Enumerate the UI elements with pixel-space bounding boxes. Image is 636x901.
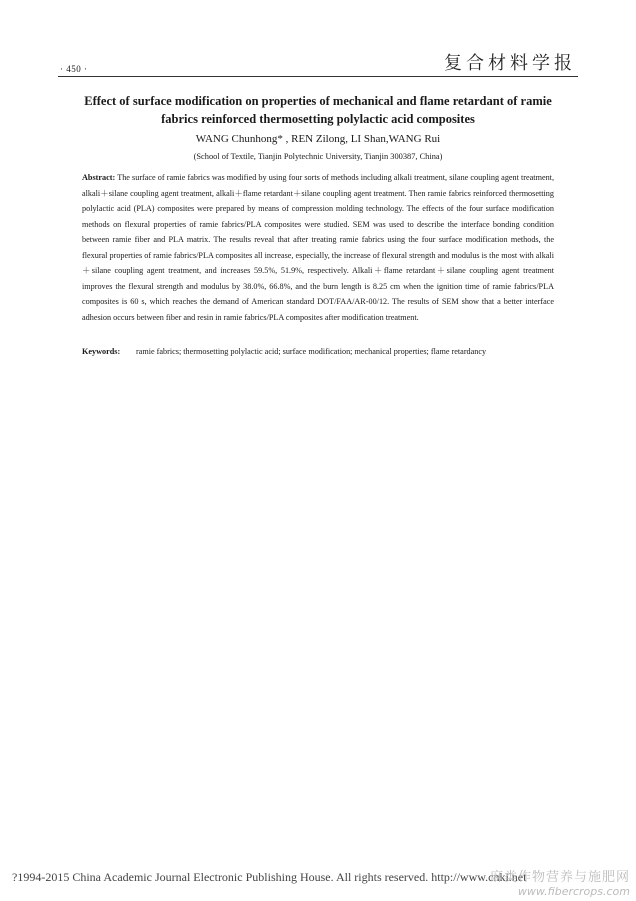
keywords-label: Keywords: [82, 347, 121, 356]
affiliation: (School of Textile, Tianjin Polytechnic University, Tianjin 300387, China) [193, 152, 443, 161]
abstract [82, 170, 554, 325]
article-title: Effect of surface modification on properties of mechanical and flame retardant of ramie fabrics reinforced thermosetting polylactic acid composites [84, 94, 552, 126]
abstract-label: Abstract: [82, 173, 116, 182]
journal-title: 复合材料学报 [444, 53, 576, 74]
authors: WANG Chunhong* , REN Zilong, LI Shan,WANG Rui [195, 133, 441, 145]
watermark-url: www.fibercrops.com [517, 885, 630, 898]
watermark [490, 866, 630, 898]
keywords-text: ramie fabrics; thermosetting polylactic acid; surface modification; mechanical properties; flame retardancy [136, 347, 487, 356]
footer-copyright: ?1994-2015 China Academic Journal Electronic Publishing House. All rights reserved. http://www.cnki.net [12, 870, 527, 884]
page-number: · 450 · [60, 64, 88, 74]
keywords [82, 344, 554, 360]
watermark-cn: 麻类作物营养与施肥网 [489, 870, 630, 885]
abstract-text: The surface of ramie fabrics was modified by using four sorts of methods including alkali treatment, silane coupling agent treatment, alkali＋silane coupling agent treatment, alkali＋flame retardant＋silane coupling agent treatment. Then ramie fabrics reinforced thermosetting polylactic acid (PLA) composites were prepared by means of compression molding technology. The effects of the four surface modification methods on flexural properties of ramie fabrics/PLA composites were studied. SEM was used to describe the interface bonding condition between ramie fiber and PLA matrix. The results reveal that after treating ramie fabrics using the four surface modification methods, the flexural properties of ramie fabrics/PLA composites all increase, especially, the increase of flexural strength and modulus is the most with alkali＋silane coupling agent treatment, and increases 59.5%, 51.9%, respectively. Alkali＋flame retardant＋silane coupling agent treatment improves the flexural strength and modulus by 38.0%, 66.8%, and the burn length is 8.25 cm when the ignition time of ramie fabrics/PLA composites is 60 s, which reaches the demand of American standard DOT/FAA/AR-00/12. The results of SEM show that a better interface adhesion occurs between fiber and resin in ramie fabrics/PLA composites after modification treatment. [82, 173, 554, 322]
header-rule [58, 76, 578, 77]
